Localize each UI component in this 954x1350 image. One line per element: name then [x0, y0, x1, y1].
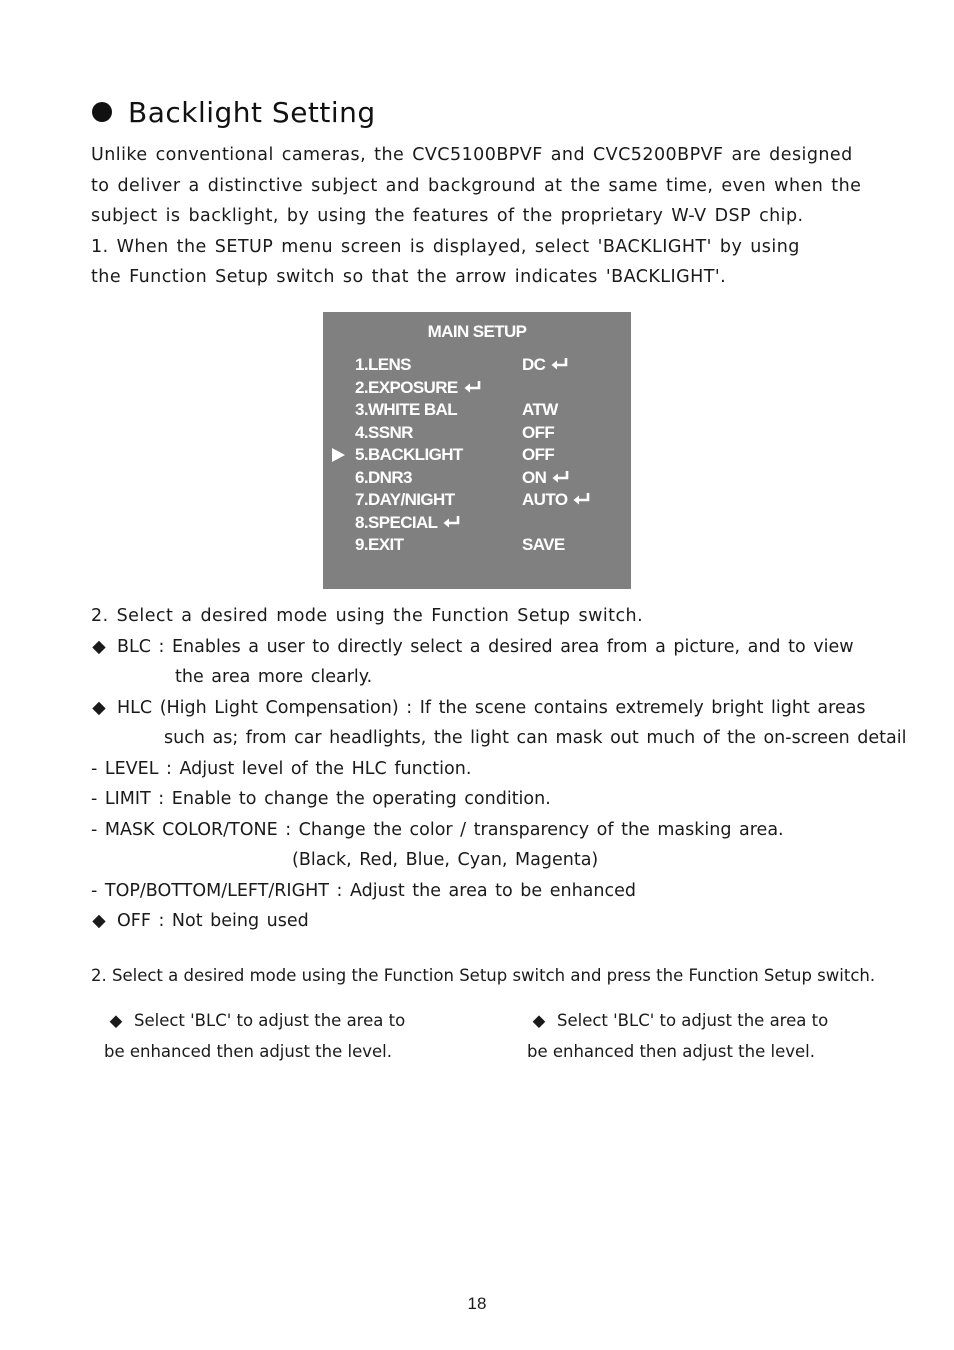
selection-arrow-icon: [332, 448, 345, 462]
osd-menu-row: [323, 513, 631, 535]
intro-paragraph: [91, 140, 871, 293]
diamond-bullet-icon: ◆: [109, 1011, 123, 1030]
hlc-area-item: - TOP/BOTTOM/LEFT/RIGHT : Adjust the area to be enhanced: [91, 880, 636, 901]
off-label: OFF : Not being used: [117, 911, 309, 931]
osd-item-value: [522, 355, 569, 375]
page-number: 18: [467, 1294, 487, 1313]
osd-item-value: [522, 445, 554, 465]
blc-continuation: the area more clearly.: [175, 667, 373, 687]
left-instruction-line: be enhanced then adjust the level.: [104, 1041, 392, 1061]
hlc-mask-color-item: - MASK COLOR/TONE : Change the color / transparency of the masking area.: [91, 819, 784, 840]
osd-item-name: 4.SSNR: [355, 422, 413, 442]
right-instruction-line: [527, 1006, 828, 1037]
left-instruction-text: Select 'BLC' to adjust the area to: [134, 1011, 406, 1030]
right-instruction-text: Select 'BLC' to adjust the area to: [557, 1011, 829, 1030]
osd-item-name: 3.WHITE BAL: [355, 400, 458, 419]
osd-item-value-text: OFF: [522, 422, 555, 442]
osd-item-name: 2.EXPOSURE: [355, 378, 482, 398]
osd-item-name: 5.BACKLIGHT: [355, 445, 463, 464]
osd-menu-row: [323, 423, 631, 445]
osd-item-value-text: AUTO: [522, 490, 568, 509]
hlc-label: HLC (High Light Compensation) : If the scene contains extremely bright light areas: [117, 697, 866, 718]
osd-title: MAIN SETUP: [427, 322, 527, 341]
hlc-limit-item: - LIMIT : Enable to change the operating condition.: [91, 789, 551, 809]
enter-arrow-icon: [464, 380, 482, 394]
osd-menu-row: [323, 400, 631, 422]
intro-line: 1. When the SETUP menu screen is displayed, select 'BACKLIGHT' by using: [91, 236, 800, 257]
mode-description-list: [91, 601, 907, 937]
osd-menu-row: [323, 535, 631, 557]
osd-menu-row: [323, 490, 631, 512]
osd-item-value-text: ATW: [522, 400, 558, 419]
osd-item-name: 9.EXIT: [355, 535, 404, 554]
intro-line: Unlike conventional cameras, the CVC5100BPVF and CVC5200BPVF are designed: [91, 145, 853, 165]
left-instruction-column: [104, 1006, 405, 1067]
diamond-bullet-icon: ◆: [92, 697, 106, 718]
osd-item-value-text: OFF: [522, 445, 555, 464]
hlc-item: [91, 693, 891, 724]
main-setup-osd-menu: [323, 312, 631, 589]
section-heading: [92, 94, 376, 130]
hlc-level-item: - LEVEL : Adjust level of the HLC function.: [91, 758, 472, 779]
heading-text: Backlight Setting: [128, 95, 376, 129]
diamond-bullet-icon: ◆: [92, 636, 106, 657]
osd-menu-row: [323, 355, 631, 377]
intro-line: the Function Setup switch so that the arrow indicates 'BACKLIGHT'.: [91, 267, 727, 287]
intro-line: to deliver a distinctive subject and background at the same time, even when the: [91, 175, 862, 196]
enter-arrow-icon: [551, 357, 569, 371]
step-2-press-instruction: 2. Select a desired mode using the Function Setup switch and press the Function Setup switch.: [91, 966, 876, 985]
osd-item-name: 8.SPECIAL: [355, 513, 461, 533]
osd-menu-row: [323, 378, 631, 400]
osd-item-value: [522, 468, 570, 488]
mask-color-options: (Black, Red, Blue, Cyan, Magenta): [292, 850, 599, 870]
osd-item-value: [522, 423, 554, 443]
step-2-title: 2. Select a desired mode using the Function Setup switch.: [91, 606, 644, 626]
hlc-continuation: such as; from car headlights, the light can mask out much of the on-screen detail: [164, 728, 907, 748]
osd-item-value: [522, 400, 558, 420]
enter-arrow-icon: [573, 492, 591, 506]
right-instruction-line: be enhanced then adjust the level.: [527, 1041, 815, 1061]
diamond-bullet-icon: ◆: [532, 1011, 546, 1030]
osd-item-value: [522, 535, 565, 555]
intro-line: subject is backlight, by using the features of the proprietary W-V DSP chip.: [91, 206, 804, 226]
enter-arrow-icon: [443, 515, 461, 529]
osd-item-name: 7.DAY/NIGHT: [355, 490, 455, 509]
osd-item-value-text: SAVE: [522, 535, 565, 554]
blc-label: BLC : Enables a user to directly select a desired area from a picture, and to view: [117, 636, 854, 657]
osd-menu-row: [323, 468, 631, 490]
off-item: [91, 906, 891, 937]
enter-arrow-icon: [552, 470, 570, 484]
osd-item-value-text: DC: [522, 355, 546, 374]
osd-item-name: 6.DNR3: [355, 467, 412, 487]
heading-bullet-icon: [92, 102, 112, 122]
osd-menu-row: [323, 445, 631, 467]
left-instruction-line: [104, 1006, 405, 1037]
blc-item: [91, 632, 891, 663]
osd-item-name: 1.LENS: [355, 355, 411, 374]
osd-item-value: [522, 490, 591, 510]
diamond-bullet-icon: ◆: [92, 911, 106, 931]
osd-item-value-text: ON: [522, 467, 547, 487]
right-instruction-column: [527, 1006, 828, 1067]
